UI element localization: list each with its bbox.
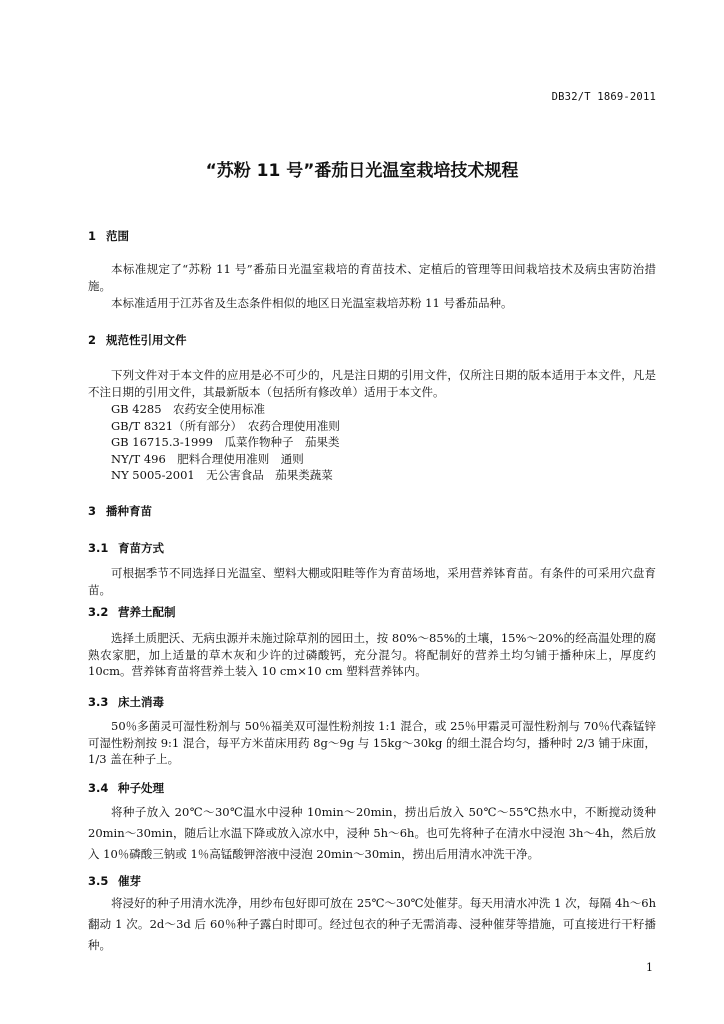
reference-item: GB 16715.3-1999 瓜菜作物种子 茄果类 (111, 435, 340, 449)
subsection-heading (88, 694, 164, 710)
document-title: “苏粉 11 号”番茄日光温室栽培技术规程 (205, 161, 519, 181)
subsection-title: 营养土配制 (118, 605, 176, 619)
reference-item: GB 4285 农药安全使用标准 (111, 402, 266, 416)
subsection-number: 3.3 (88, 695, 109, 709)
subsection-title: 种子处理 (118, 781, 164, 795)
section-title: 规范性引用文件 (106, 333, 187, 347)
subsection-number: 3.2 (88, 605, 109, 619)
section-number: 3 (88, 504, 97, 518)
section-number: 1 (88, 229, 97, 243)
section-heading-normative-references (88, 332, 187, 348)
section-heading-sowing-seedling (88, 503, 152, 519)
section-number: 2 (88, 333, 97, 347)
subsection-heading (88, 780, 164, 796)
paragraph: 50％多菌灵可湿性粉剂与 50％福美双可湿性粉剂按 1:1 混合，或 25％甲霜灵可湿性粉剂与 70％代森锰锌可湿性粉剂按 9:1 混合，每平方米苗床用药 8g～9g 与 15kg～30kg 的细土混合均匀，播种时 2/3 铺于床面，1/3 盖在种子上。 (88, 719, 656, 766)
page-number: 1 (646, 961, 653, 974)
subsection-number: 3.4 (88, 781, 109, 795)
paragraph: 可根据季节不同选择日光温室、塑料大棚或阳畦等作为育苗场地，采用营养钵育苗。有条件的可采用穴盘育苗。 (88, 566, 656, 597)
paragraph: 将浸好的种子用清水洗净，用纱布包好即可放在 25℃～30℃处催芽。每天用清水冲洗 1 次，每隔 4h～6h 翻动 1 次。2d～3d 后 60％种子露白时即可。经过包衣的种子无需消毒、浸种催芽等措施，可直接进行干籽播种。 (88, 896, 656, 952)
section-heading-scope (88, 228, 129, 244)
paragraph: 下列文件对于本文件的应用是必不可少的，凡是注日期的引用文件，仅所注日期的版本适用于本文件，凡是不注日期的引用文件，其最新版本（包括所有修改单）适用于本文件。 (88, 368, 656, 399)
paragraph: 选择土质肥沃、无病虫源并未施过除草剂的园田土，按 80%～85%的土壤，15%～20%的经高温处理的腐熟农家肥，加上适量的草木灰和少许的过磷酸钙，充分混匀。将配制好的营养土均匀铺于播种床上，厚度约 10cm。营养钵育苗将营养土装入 10 cm×10 cm 塑料营养钵内。 (88, 631, 656, 678)
reference-list (111, 401, 340, 484)
subsection-heading (88, 540, 164, 556)
document-code: DB32/T 1869-2011 (551, 91, 656, 103)
subsection-title: 床土消毒 (118, 695, 164, 709)
paragraph: 本标准规定了“苏粉 11 号”番茄日光温室栽培的育苗技术、定植后的管理等田间栽培技术及病虫害防治措施。 (88, 262, 656, 293)
reference-item: GB/T 8321（所有部分） 农药合理使用准则 (111, 418, 340, 433)
section-title: 播种育苗 (106, 504, 152, 518)
reference-item: NY 5005-2001 无公害食品 茄果类蔬菜 (111, 468, 333, 482)
section-title: 范围 (106, 229, 129, 243)
subsection-heading (88, 604, 176, 620)
subsection-title: 催芽 (118, 874, 141, 888)
subsection-number: 3.1 (88, 541, 109, 555)
subsection-number: 3.5 (88, 874, 109, 888)
reference-item: NY/T 496 肥料合理使用准则 通则 (111, 451, 304, 466)
subsection-title: 育苗方式 (118, 541, 164, 555)
paragraph: 将种子放入 20℃～30℃温水中浸种 10min～20min，捞出后放入 50℃～55℃热水中，不断搅动烫种 20min～30min，随后让水温下降或放入凉水中，浸种 5h～6h。也可先将种子在清水中浸泡 3h～4h，然后放入 10％磷酸三钠或 1％高锰酸钾溶液中浸泡 20min～30min，捞出后用清水冲洗干净。 (88, 805, 656, 861)
paragraph: 本标准适用于江苏省及生态条件相似的地区日光温室栽培苏粉 11 号番茄品种。 (111, 296, 513, 310)
subsection-heading (88, 873, 141, 889)
